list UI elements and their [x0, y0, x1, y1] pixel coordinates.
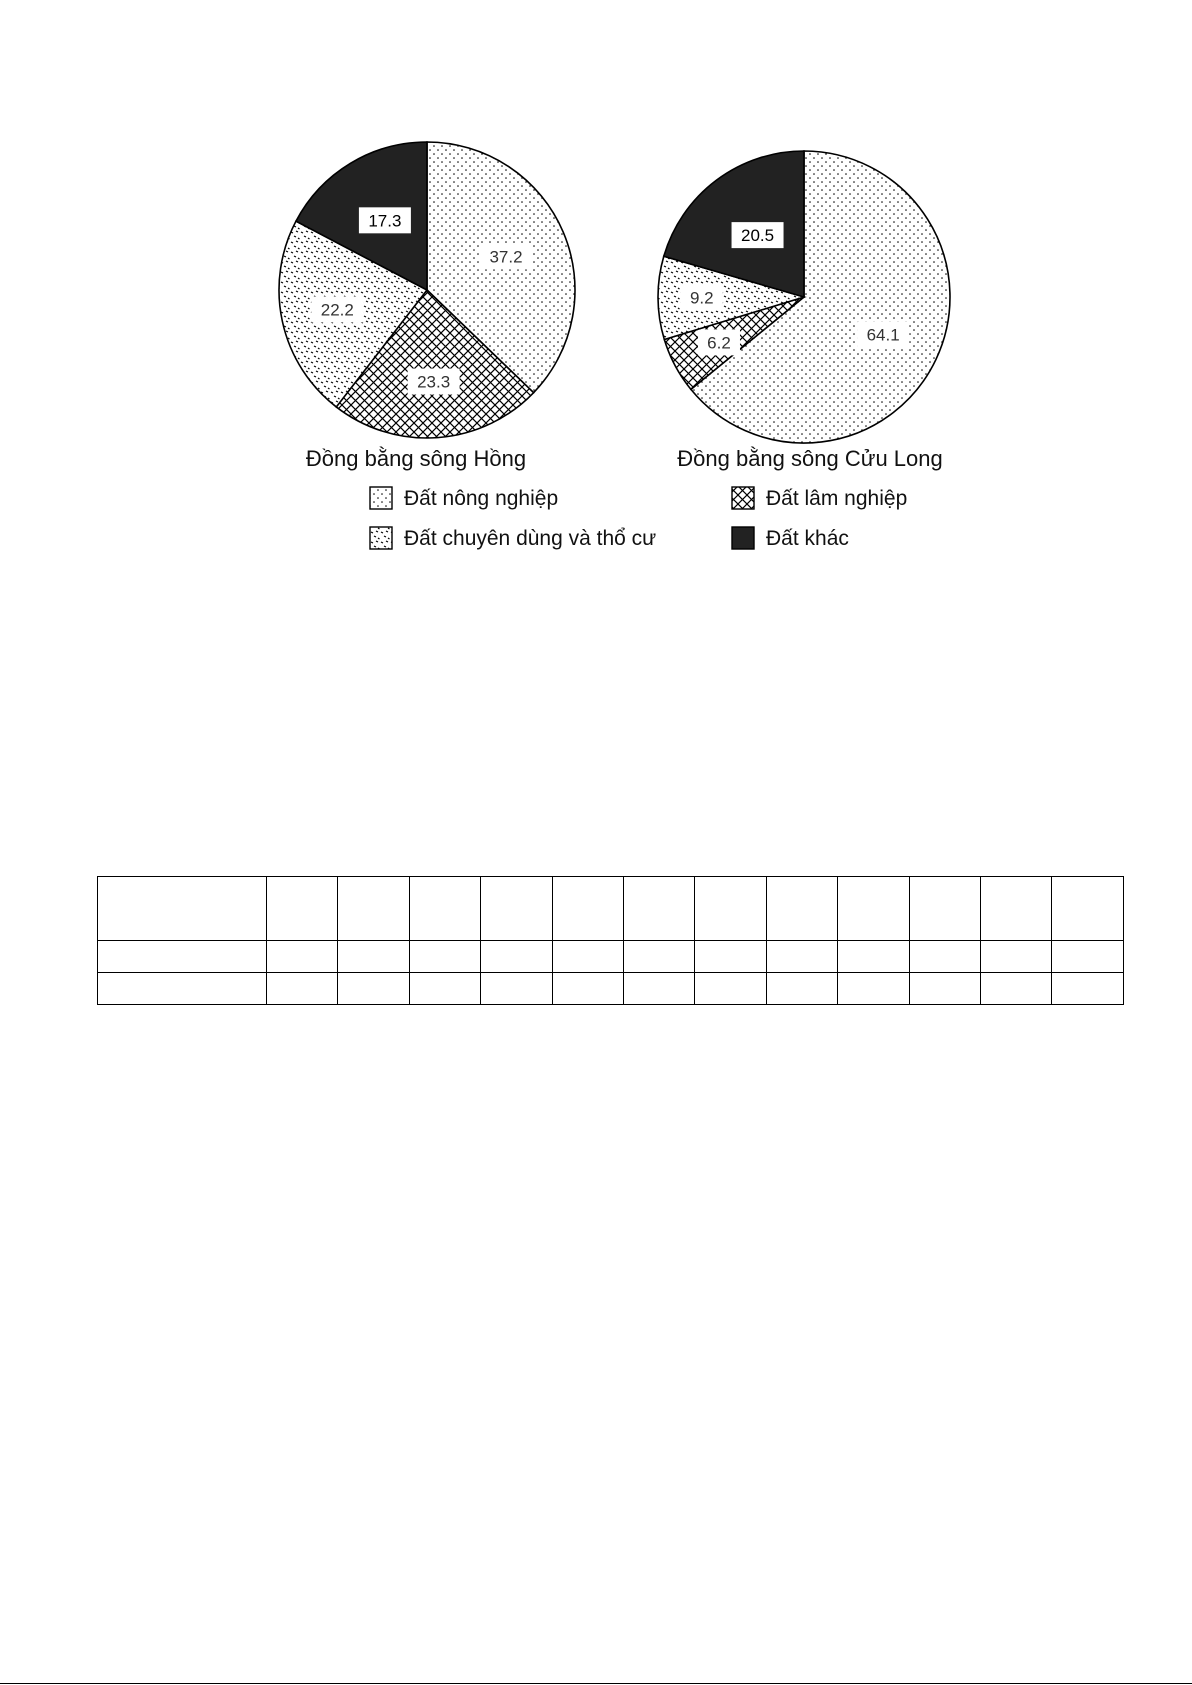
table-cell — [552, 973, 623, 1005]
table-cell — [338, 973, 409, 1005]
table-cell — [981, 973, 1052, 1005]
table-cell — [409, 941, 480, 973]
table-cell — [624, 941, 695, 973]
table-cell — [909, 941, 980, 973]
data-label-dat-nong-nghiep: 37.2 — [489, 247, 523, 267]
table-cell — [838, 973, 909, 1005]
table-cell — [909, 877, 980, 941]
legend — [370, 487, 907, 550]
table-cell — [267, 973, 338, 1005]
table-cell — [695, 973, 766, 1005]
page-bottom-rule — [0, 1683, 1192, 1684]
pie-mekong-delta — [658, 151, 950, 443]
chart-figure — [0, 0, 1192, 600]
table-cell — [481, 877, 552, 941]
empty-answer-table — [97, 876, 1124, 1005]
legend-swatch-dat-nong-nghiep — [370, 487, 392, 509]
table-row — [98, 941, 1124, 973]
data-label-dat-lam-nghiep: 6.2 — [707, 333, 731, 353]
data-label-dat-lam-nghiep: 23.3 — [417, 372, 451, 392]
pie-red-river-delta — [279, 142, 575, 438]
table-cell — [838, 877, 909, 941]
legend-swatch-dat-lam-nghiep — [732, 487, 754, 509]
legend-label-dat-khac: Đất khác — [766, 527, 849, 550]
data-label-dat-khac: 20.5 — [740, 226, 775, 246]
table-row — [98, 877, 1124, 941]
legend-label-dat-lam-nghiep: Đất lâm nghiệp — [766, 487, 908, 510]
table-row — [98, 973, 1124, 1005]
legend-swatch-dat-chuyen-dung-va-tho-cu — [370, 527, 392, 549]
data-label-dat-nong-nghiep: 64.1 — [866, 325, 900, 345]
table-cell — [267, 877, 338, 941]
table-cell — [695, 877, 766, 941]
table-cell — [338, 877, 409, 941]
data-label-dat-chuyen-dung-va-tho-cu: 9.2 — [689, 288, 714, 308]
table-cell — [838, 941, 909, 973]
table-cell — [1052, 941, 1124, 973]
table-cell — [552, 877, 623, 941]
table-cell — [338, 941, 409, 973]
table-cell — [624, 877, 695, 941]
table-cell — [1052, 877, 1124, 941]
table-cell — [766, 877, 837, 941]
table-cell — [267, 941, 338, 973]
table-cell — [98, 877, 267, 941]
table-cell — [981, 877, 1052, 941]
table-cell — [1052, 973, 1124, 1005]
table-cell — [695, 941, 766, 973]
table-cell — [409, 877, 480, 941]
legend-swatch-dat-khac — [732, 527, 754, 549]
table-cell — [552, 941, 623, 973]
data-label-dat-khac: 17.3 — [368, 211, 402, 231]
table-cell — [766, 941, 837, 973]
legend-label-dat-nong-nghiep: Đất nông nghiệp — [404, 487, 559, 510]
table-cell — [981, 941, 1052, 973]
pie-title-red-river-delta: Đồng bằng sông Hồng — [305, 446, 527, 471]
table-cell — [481, 973, 552, 1005]
table-cell — [909, 973, 980, 1005]
legend-label-dat-chuyen-dung-va-tho-cu: Đất chuyên dùng và thổ cư — [404, 527, 657, 550]
table-cell — [481, 941, 552, 973]
pie-title-mekong-delta: Đồng bằng sông Cửu Long — [677, 446, 943, 471]
table-cell — [409, 973, 480, 1005]
data-label-dat-chuyen-dung-va-tho-cu: 22.2 — [320, 300, 354, 320]
table-cell — [98, 973, 267, 1005]
table-cell — [766, 973, 837, 1005]
table-cell — [98, 941, 267, 973]
table-cell — [624, 973, 695, 1005]
